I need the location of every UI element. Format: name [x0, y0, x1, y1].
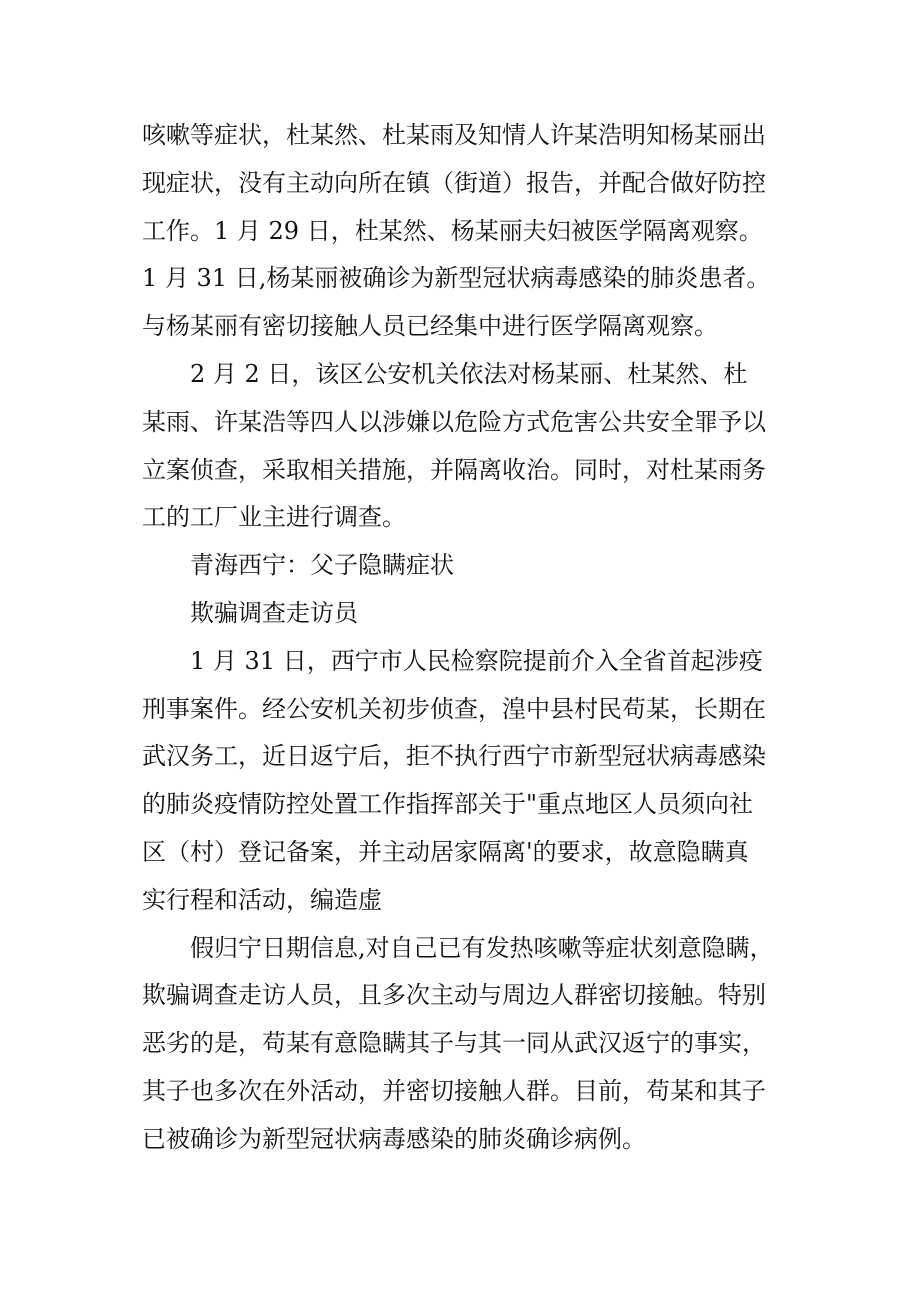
text-line: 假归宁日期信息,对自己已有发热咳嗽等症状刻意隐瞒， [190, 933, 774, 962]
text-line: 已被确诊为新型冠状病毒感染的肺炎确诊病例。 [142, 1124, 646, 1153]
text-line: 1 月 31 日,杨某丽被确诊为新型冠状病毒感染的肺炎患者。 [142, 264, 771, 293]
text-line: 现症状，没有主动向所在镇（街道）报告，并配合做好防控 [142, 168, 766, 197]
text-line: 2 月 2 日，该区公安机关依法对杨某丽、杜某然、杜 [190, 359, 748, 388]
text-line: 某雨、许某浩等四人以涉嫌以危险方式危害公共安全罪予以 [142, 407, 766, 436]
text-line: 工作。1 月 29 日，杜某然、杨某丽夫妇被医学隔离观察。 [142, 216, 763, 245]
text-line: 的肺炎疫情防控处置工作指挥部关于"重点地区人员须向社 [142, 790, 754, 819]
text-line: 与杨某丽有密切接触人员已经集中进行医学隔离观察。 [142, 312, 718, 341]
text-line: 其子也多次在外活动，并密切接触人群。目前，苟某和其子 [142, 1076, 766, 1105]
text-line: 1 月 31 日，西宁市人民检察院提前介入全省首起涉疫 [190, 646, 763, 675]
text-line: 恶劣的是，苟某有意隐瞒其子与其一同从武汉返宁的事实， [142, 1029, 766, 1058]
text-line: 工的工厂业主进行调查。 [142, 503, 406, 532]
text-line: 实行程和活动，编造虚 [142, 885, 382, 914]
text-line: 武汉务工，近日返宁后，拒不执行西宁市新型冠状病毒感染 [142, 742, 766, 771]
text-line: 立案侦查，采取相关措施，并隔离收治。同时，对杜某雨务 [142, 455, 766, 484]
section-heading-line: 欺骗调查走访员 [190, 598, 358, 627]
section-heading-line: 青海西宁：父子隐瞒症状 [190, 551, 454, 580]
text-line: 区（村）登记备案，并主动居家隔离'的要求，故意隐瞒真 [142, 837, 749, 866]
text-line: 刑事案件。经公安机关初步侦查，湟中县村民苟某，长期在 [142, 694, 766, 723]
document-body [142, 112, 792, 1164]
text-line: 咳嗽等症状，杜某然、杜某雨及知情人许某浩明知杨某丽出 [142, 121, 766, 149]
text-line: 欺骗调查走访人员，且多次主动与周边人群密切接触。特别 [142, 981, 766, 1010]
